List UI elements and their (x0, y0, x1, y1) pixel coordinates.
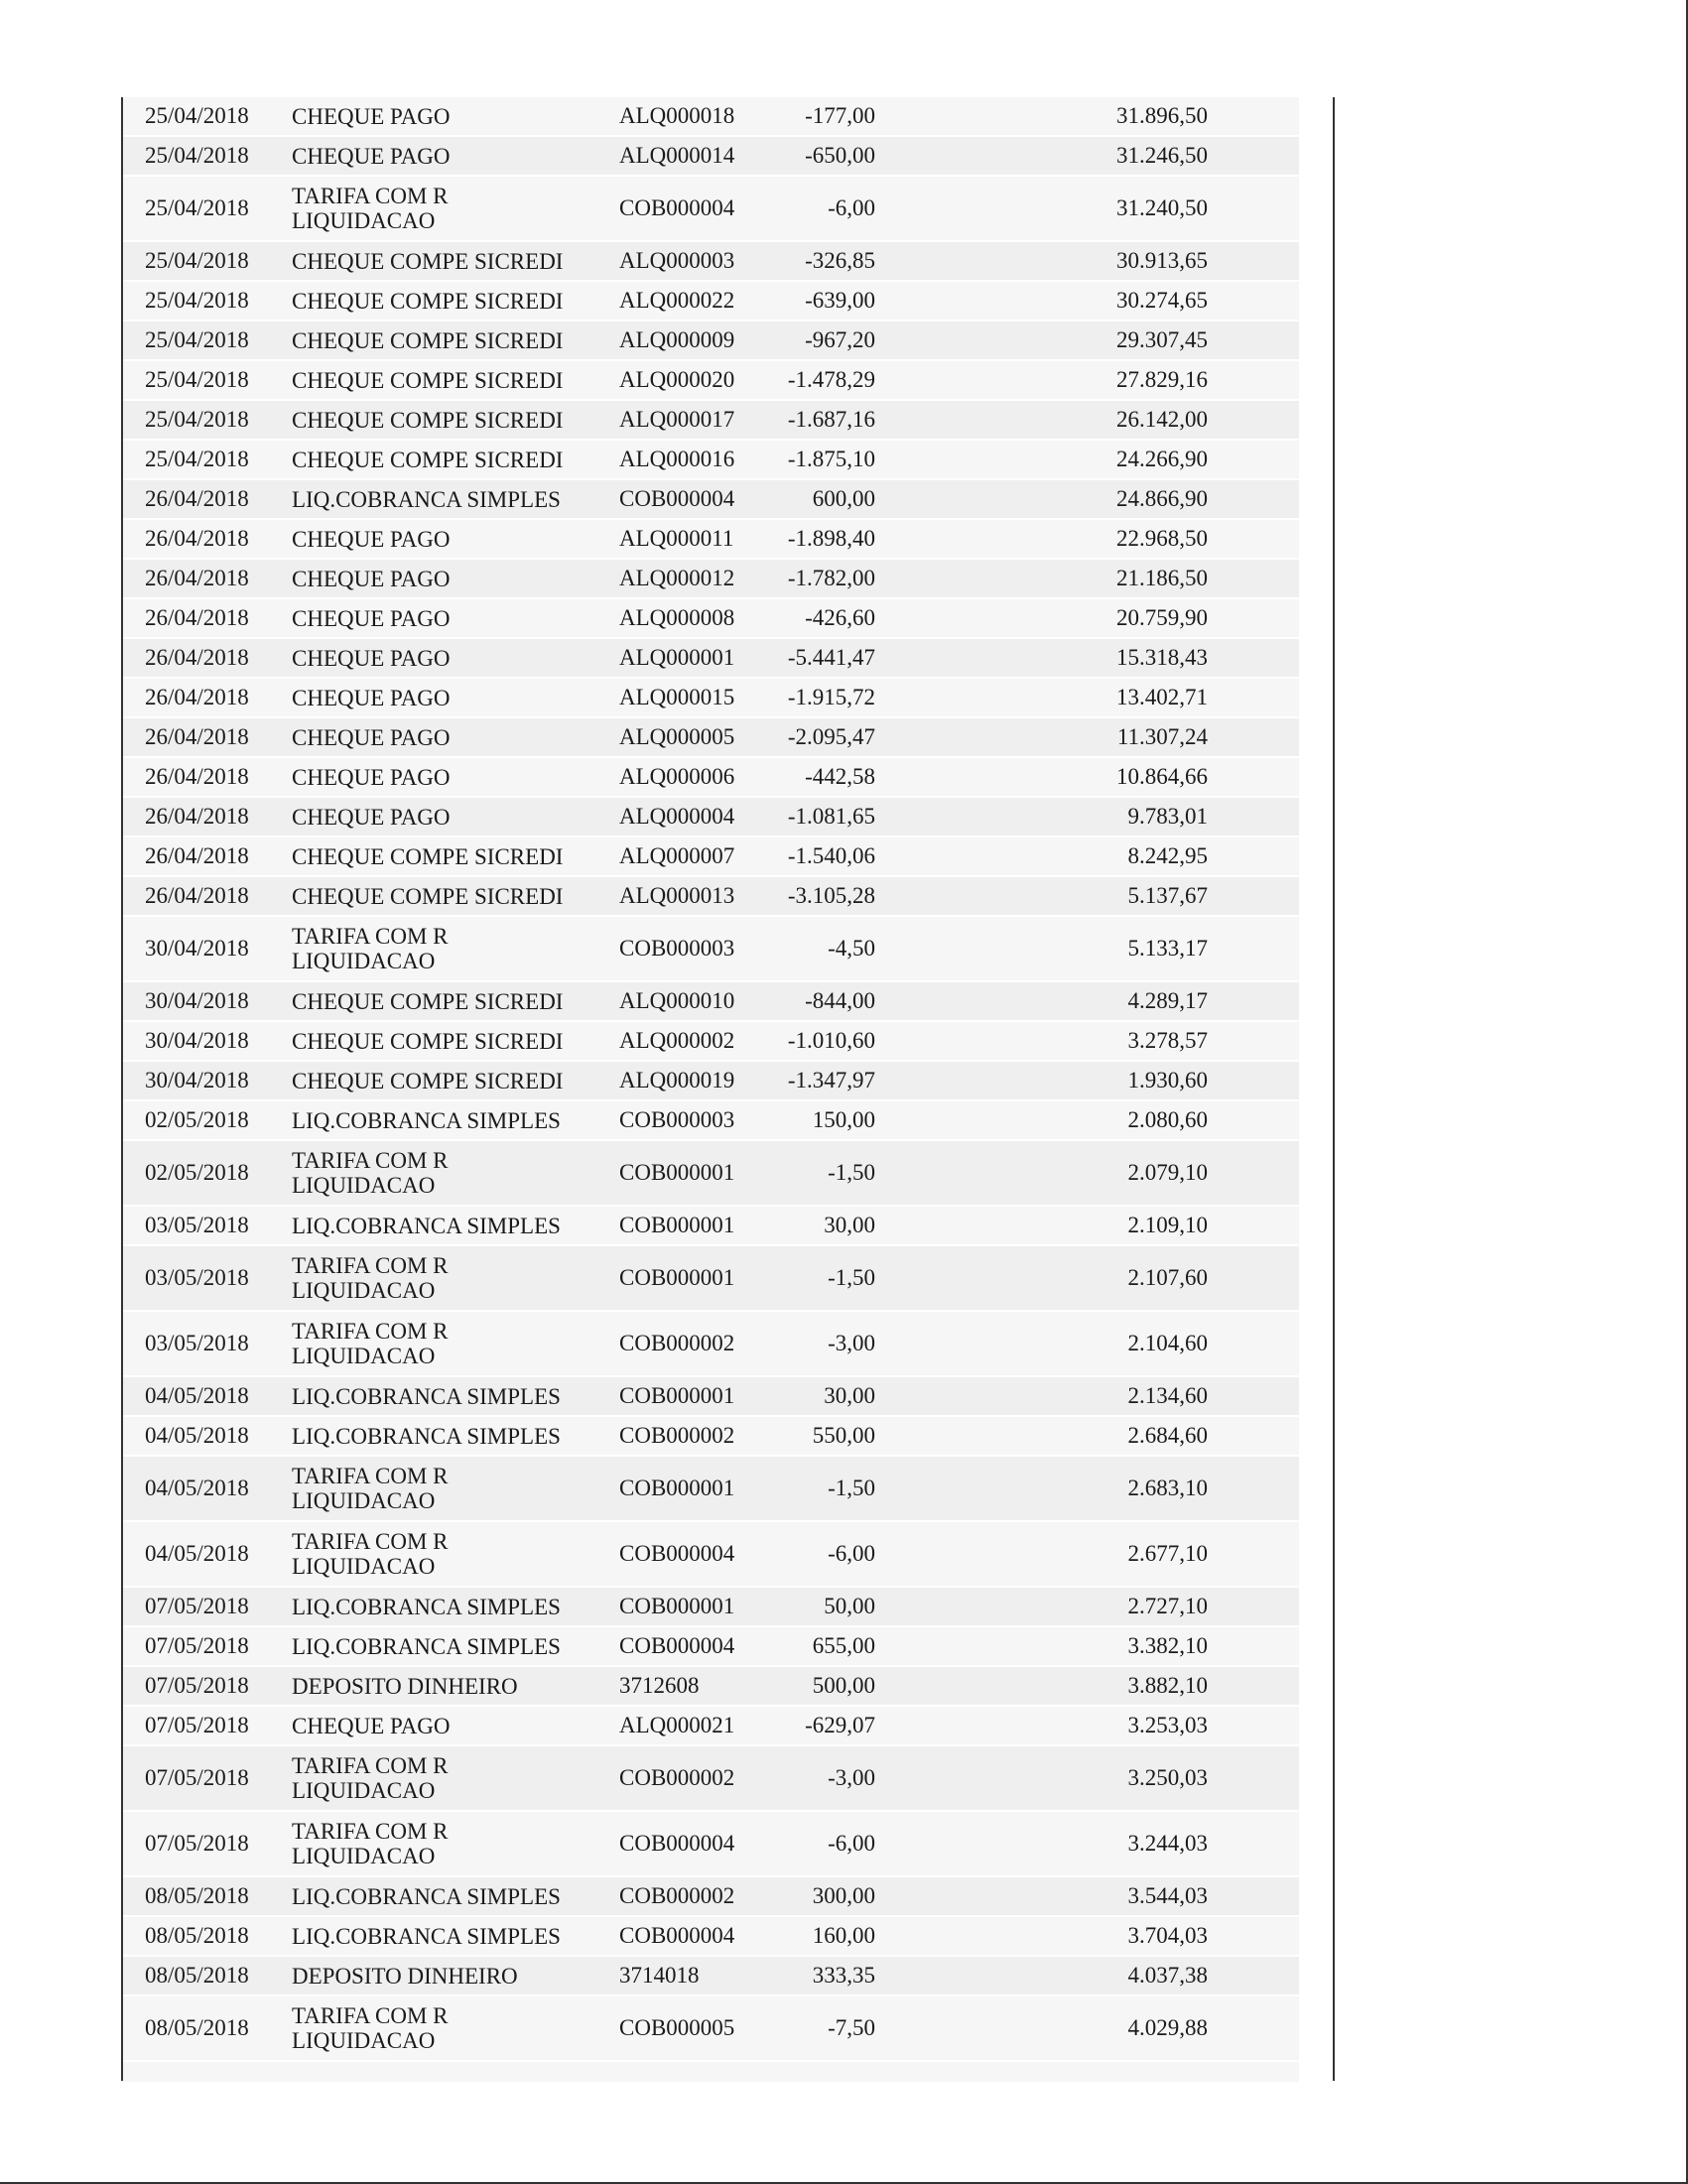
cell-document: COB000005 (595, 1995, 758, 2061)
cell-document: COB000002 (595, 1416, 758, 1456)
cell-description: CHEQUE PAGO (270, 519, 595, 559)
cell-document: ALQ000017 (595, 400, 758, 440)
cell-amount: -4,50 (758, 916, 875, 981)
cell-amount: 150,00 (758, 1100, 875, 1140)
cell-date: 30/04/2018 (123, 1021, 270, 1061)
cell-amount: -7,50 (758, 1995, 875, 2061)
cell-date: 08/05/2018 (123, 1916, 270, 1956)
cell-date: 07/05/2018 (123, 1626, 270, 1666)
cell-document: COB000004 (595, 1626, 758, 1666)
cell-date: 26/04/2018 (123, 876, 270, 916)
cell-date: 07/05/2018 (123, 1811, 270, 1876)
table-row (123, 440, 1299, 479)
cell-amount: -6,00 (758, 176, 875, 241)
table-row (123, 1061, 1299, 1100)
cell-description: LIQ.COBRANCA SIMPLES (270, 1916, 595, 1956)
cell-document: ALQ000020 (595, 360, 758, 400)
table-row (123, 400, 1299, 440)
cell-balance: 2.079,10 (875, 1140, 1299, 1206)
table-row (123, 981, 1299, 1021)
cell-description: LIQ.COBRANCA SIMPLES (270, 1206, 595, 1245)
table-row (123, 598, 1299, 638)
cell-document: COB000004 (595, 1811, 758, 1876)
cell-balance: 31.246,50 (875, 136, 1299, 176)
cell-amount: -1.898,40 (758, 519, 875, 559)
table-row (123, 717, 1299, 757)
cell-amount: -1,50 (758, 1245, 875, 1311)
cell-description: DEPOSITO DINHEIRO (270, 1666, 595, 1706)
table-row (123, 1100, 1299, 1140)
cell-amount: -650,00 (758, 136, 875, 176)
cell-amount: 160,00 (758, 1916, 875, 1956)
cell-amount: -1.540,06 (758, 836, 875, 876)
cell-amount: -1.478,29 (758, 360, 875, 400)
cell-date: 03/05/2018 (123, 1311, 270, 1376)
cell-description: TARIFA COM R LIQUIDACAO (270, 1245, 595, 1311)
cell-document: COB000004 (595, 176, 758, 241)
cell-date: 07/05/2018 (123, 1745, 270, 1811)
cell-date: 26/04/2018 (123, 717, 270, 757)
cell-description: CHEQUE COMPE SICREDI (270, 321, 595, 360)
cell-balance: 3.278,57 (875, 1021, 1299, 1061)
cell-description: CHEQUE PAGO (270, 717, 595, 757)
cell-date: 25/04/2018 (123, 400, 270, 440)
table-row (123, 1666, 1299, 1706)
table-row (123, 1956, 1299, 1995)
cell-balance: 3.704,03 (875, 1916, 1299, 1956)
cell-date: 07/05/2018 (123, 1666, 270, 1706)
cell-balance: 24.866,90 (875, 479, 1299, 519)
cell-balance: 8.242,95 (875, 836, 1299, 876)
cell-description: CHEQUE PAGO (270, 757, 595, 797)
cell-document: ALQ000006 (595, 757, 758, 797)
cell-date: 03/05/2018 (123, 1245, 270, 1311)
cell-document: 3712608 (595, 1666, 758, 1706)
cell-date: 25/04/2018 (123, 360, 270, 400)
cell-document: ALQ000010 (595, 981, 758, 1021)
cell-document: ALQ000009 (595, 321, 758, 360)
table-row (123, 559, 1299, 598)
cell-description: TARIFA COM R LIQUIDACAO (270, 1456, 595, 1521)
cell-document: ALQ000003 (595, 241, 758, 281)
cell-balance: 29.307,45 (875, 321, 1299, 360)
cell-description: CHEQUE PAGO (270, 1706, 595, 1745)
cell-description: TARIFA COM R LIQUIDACAO (270, 1521, 595, 1587)
table-row (123, 1456, 1299, 1521)
cell-amount: -1.915,72 (758, 678, 875, 717)
cell-amount: -3,00 (758, 1311, 875, 1376)
cell-date: 08/05/2018 (123, 1956, 270, 1995)
cell-document: ALQ000004 (595, 797, 758, 836)
cell-document: ALQ000011 (595, 519, 758, 559)
cell-balance: 15.318,43 (875, 638, 1299, 678)
cell-date: 25/04/2018 (123, 97, 270, 136)
table-row (123, 1206, 1299, 1245)
table-row (123, 479, 1299, 519)
cell-document: COB000004 (595, 479, 758, 519)
cell-balance: 2.104,60 (875, 1311, 1299, 1376)
cell-document: ALQ000015 (595, 678, 758, 717)
cell-description: LIQ.COBRANCA SIMPLES (270, 1587, 595, 1626)
cell-description: TARIFA COM R LIQUIDACAO (270, 1811, 595, 1876)
table-row (123, 1140, 1299, 1206)
cell-amount: -1.875,10 (758, 440, 875, 479)
cell-description: LIQ.COBRANCA SIMPLES (270, 1876, 595, 1916)
cell-amount: -426,60 (758, 598, 875, 638)
cell-amount: -177,00 (758, 97, 875, 136)
cell-amount: 50,00 (758, 1587, 875, 1626)
table-row (123, 1706, 1299, 1745)
cell-description: TARIFA COM R LIQUIDACAO (270, 916, 595, 981)
cell-balance: 11.307,24 (875, 717, 1299, 757)
cell-balance: 1.930,60 (875, 1061, 1299, 1100)
cell-description: LIQ.COBRANCA SIMPLES (270, 1626, 595, 1666)
table-bottom-padding (123, 2062, 1299, 2082)
table-row (123, 1626, 1299, 1666)
cell-document: COB000002 (595, 1745, 758, 1811)
cell-balance: 4.289,17 (875, 981, 1299, 1021)
cell-date: 26/04/2018 (123, 479, 270, 519)
cell-description: CHEQUE COMPE SICREDI (270, 281, 595, 321)
cell-amount: -2.095,47 (758, 717, 875, 757)
cell-balance: 24.266,90 (875, 440, 1299, 479)
cell-date: 25/04/2018 (123, 321, 270, 360)
cell-balance: 4.029,88 (875, 1995, 1299, 2061)
cell-date: 26/04/2018 (123, 519, 270, 559)
cell-amount: 30,00 (758, 1206, 875, 1245)
table-row (123, 241, 1299, 281)
cell-balance: 4.037,38 (875, 1956, 1299, 1995)
cell-description: CHEQUE PAGO (270, 97, 595, 136)
cell-balance: 26.142,00 (875, 400, 1299, 440)
cell-document: COB000001 (595, 1456, 758, 1521)
cell-document: COB000001 (595, 1245, 758, 1311)
cell-date: 26/04/2018 (123, 678, 270, 717)
cell-date: 07/05/2018 (123, 1587, 270, 1626)
cell-description: CHEQUE PAGO (270, 638, 595, 678)
cell-document: ALQ000013 (595, 876, 758, 916)
cell-amount: -3,00 (758, 1745, 875, 1811)
table-row (123, 281, 1299, 321)
cell-balance: 5.133,17 (875, 916, 1299, 981)
table-row (123, 797, 1299, 836)
cell-amount: 300,00 (758, 1876, 875, 1916)
cell-amount: 333,35 (758, 1956, 875, 1995)
cell-balance: 3.250,03 (875, 1745, 1299, 1811)
cell-date: 26/04/2018 (123, 797, 270, 836)
table-row (123, 1021, 1299, 1061)
cell-description: LIQ.COBRANCA SIMPLES (270, 1416, 595, 1456)
table-row (123, 1811, 1299, 1876)
table-row (123, 1416, 1299, 1456)
transactions-body (123, 97, 1299, 2061)
cell-balance: 31.240,50 (875, 176, 1299, 241)
cell-amount: -1,50 (758, 1456, 875, 1521)
cell-document: ALQ000022 (595, 281, 758, 321)
table-row (123, 836, 1299, 876)
table-row (123, 360, 1299, 400)
table-row (123, 519, 1299, 559)
table-row (123, 1745, 1299, 1811)
cell-date: 25/04/2018 (123, 241, 270, 281)
cell-balance: 3.382,10 (875, 1626, 1299, 1666)
table-row (123, 1916, 1299, 1956)
cell-date: 30/04/2018 (123, 1061, 270, 1100)
cell-description: LIQ.COBRANCA SIMPLES (270, 1376, 595, 1416)
cell-balance: 2.677,10 (875, 1521, 1299, 1587)
cell-balance: 3.253,03 (875, 1706, 1299, 1745)
table-row (123, 1245, 1299, 1311)
cell-amount: -1.687,16 (758, 400, 875, 440)
cell-description: TARIFA COM R LIQUIDACAO (270, 1995, 595, 2061)
cell-balance: 9.783,01 (875, 797, 1299, 836)
table-row (123, 916, 1299, 981)
cell-date: 02/05/2018 (123, 1140, 270, 1206)
cell-document: COB000001 (595, 1140, 758, 1206)
cell-amount: -967,20 (758, 321, 875, 360)
cell-description: LIQ.COBRANCA SIMPLES (270, 479, 595, 519)
statement-area (121, 97, 1335, 2081)
cell-balance: 2.684,60 (875, 1416, 1299, 1456)
cell-date: 03/05/2018 (123, 1206, 270, 1245)
cell-document: ALQ000014 (595, 136, 758, 176)
cell-balance: 30.274,65 (875, 281, 1299, 321)
cell-amount: -1.782,00 (758, 559, 875, 598)
cell-amount: 30,00 (758, 1376, 875, 1416)
table-row (123, 678, 1299, 717)
cell-description: DEPOSITO DINHEIRO (270, 1956, 595, 1995)
cell-description: CHEQUE PAGO (270, 136, 595, 176)
cell-document: COB000002 (595, 1876, 758, 1916)
cell-amount: -1.010,60 (758, 1021, 875, 1061)
table-row (123, 1995, 1299, 2061)
cell-amount: -5.441,47 (758, 638, 875, 678)
cell-date: 25/04/2018 (123, 440, 270, 479)
cell-description: CHEQUE PAGO (270, 797, 595, 836)
cell-description: CHEQUE COMPE SICREDI (270, 981, 595, 1021)
cell-description: CHEQUE COMPE SICREDI (270, 400, 595, 440)
cell-amount: -1.081,65 (758, 797, 875, 836)
cell-document: ALQ000005 (595, 717, 758, 757)
cell-balance: 3.244,03 (875, 1811, 1299, 1876)
cell-amount: -639,00 (758, 281, 875, 321)
cell-amount: 550,00 (758, 1416, 875, 1456)
cell-document: ALQ000002 (595, 1021, 758, 1061)
cell-amount: 655,00 (758, 1626, 875, 1666)
table-row (123, 136, 1299, 176)
table-row (123, 1376, 1299, 1416)
cell-description: CHEQUE COMPE SICREDI (270, 360, 595, 400)
cell-amount: 500,00 (758, 1666, 875, 1706)
cell-balance: 2.109,10 (875, 1206, 1299, 1245)
cell-amount: -1.347,97 (758, 1061, 875, 1100)
cell-document: ALQ000018 (595, 97, 758, 136)
cell-document: ALQ000008 (595, 598, 758, 638)
cell-balance: 27.829,16 (875, 360, 1299, 400)
cell-document: COB000003 (595, 1100, 758, 1140)
cell-date: 07/05/2018 (123, 1706, 270, 1745)
cell-amount: -3.105,28 (758, 876, 875, 916)
cell-amount: 600,00 (758, 479, 875, 519)
table-row (123, 97, 1299, 136)
cell-document: ALQ000012 (595, 559, 758, 598)
cell-amount: -629,07 (758, 1706, 875, 1745)
cell-balance: 2.080,60 (875, 1100, 1299, 1140)
cell-description: CHEQUE COMPE SICREDI (270, 836, 595, 876)
table-row (123, 1311, 1299, 1376)
cell-balance: 2.107,60 (875, 1245, 1299, 1311)
cell-amount: -326,85 (758, 241, 875, 281)
cell-date: 04/05/2018 (123, 1456, 270, 1521)
cell-description: CHEQUE COMPE SICREDI (270, 1021, 595, 1061)
cell-date: 30/04/2018 (123, 916, 270, 981)
cell-balance: 22.968,50 (875, 519, 1299, 559)
cell-description: TARIFA COM R LIQUIDACAO (270, 1140, 595, 1206)
table-row (123, 1587, 1299, 1626)
cell-description: LIQ.COBRANCA SIMPLES (270, 1100, 595, 1140)
cell-document: ALQ000019 (595, 1061, 758, 1100)
cell-date: 26/04/2018 (123, 757, 270, 797)
cell-document: ALQ000007 (595, 836, 758, 876)
cell-balance: 2.683,10 (875, 1456, 1299, 1521)
cell-document: ALQ000021 (595, 1706, 758, 1745)
table-row (123, 757, 1299, 797)
cell-date: 25/04/2018 (123, 136, 270, 176)
cell-description: CHEQUE COMPE SICREDI (270, 1061, 595, 1100)
cell-date: 08/05/2018 (123, 1876, 270, 1916)
cell-balance: 2.727,10 (875, 1587, 1299, 1626)
cell-date: 26/04/2018 (123, 559, 270, 598)
cell-balance: 2.134,60 (875, 1376, 1299, 1416)
cell-date: 25/04/2018 (123, 281, 270, 321)
cell-document: COB000003 (595, 916, 758, 981)
cell-balance: 31.896,50 (875, 97, 1299, 136)
cell-amount: -1,50 (758, 1140, 875, 1206)
cell-date: 04/05/2018 (123, 1416, 270, 1456)
cell-balance: 5.137,67 (875, 876, 1299, 916)
cell-date: 08/05/2018 (123, 1995, 270, 2061)
cell-balance: 20.759,90 (875, 598, 1299, 638)
cell-amount: -6,00 (758, 1521, 875, 1587)
cell-balance: 13.402,71 (875, 678, 1299, 717)
cell-document: COB000002 (595, 1311, 758, 1376)
cell-document: COB000004 (595, 1916, 758, 1956)
cell-balance: 30.913,65 (875, 241, 1299, 281)
cell-amount: -844,00 (758, 981, 875, 1021)
cell-document: COB000001 (595, 1587, 758, 1626)
table-row (123, 1521, 1299, 1587)
table-row (123, 321, 1299, 360)
cell-description: CHEQUE PAGO (270, 678, 595, 717)
cell-document: ALQ000016 (595, 440, 758, 479)
cell-document: 3714018 (595, 1956, 758, 1995)
cell-description: TARIFA COM R LIQUIDACAO (270, 1311, 595, 1376)
cell-date: 25/04/2018 (123, 176, 270, 241)
cell-document: ALQ000001 (595, 638, 758, 678)
table-row (123, 176, 1299, 241)
cell-description: CHEQUE COMPE SICREDI (270, 440, 595, 479)
cell-description: CHEQUE PAGO (270, 559, 595, 598)
cell-balance: 3.544,03 (875, 1876, 1299, 1916)
cell-date: 26/04/2018 (123, 836, 270, 876)
cell-date: 02/05/2018 (123, 1100, 270, 1140)
table-row (123, 638, 1299, 678)
cell-date: 04/05/2018 (123, 1376, 270, 1416)
cell-description: TARIFA COM R LIQUIDACAO (270, 1745, 595, 1811)
cell-date: 26/04/2018 (123, 598, 270, 638)
cell-balance: 3.882,10 (875, 1666, 1299, 1706)
transactions-table (123, 97, 1299, 2062)
cell-date: 30/04/2018 (123, 981, 270, 1021)
cell-date: 26/04/2018 (123, 638, 270, 678)
cell-amount: -442,58 (758, 757, 875, 797)
cell-description: CHEQUE PAGO (270, 598, 595, 638)
cell-date: 04/05/2018 (123, 1521, 270, 1587)
cell-document: COB000001 (595, 1376, 758, 1416)
cell-description: CHEQUE COMPE SICREDI (270, 241, 595, 281)
cell-document: COB000004 (595, 1521, 758, 1587)
cell-amount: -6,00 (758, 1811, 875, 1876)
cell-description: TARIFA COM R LIQUIDACAO (270, 176, 595, 241)
table-row (123, 876, 1299, 916)
cell-document: COB000001 (595, 1206, 758, 1245)
cell-description: CHEQUE COMPE SICREDI (270, 876, 595, 916)
cell-balance: 10.864,66 (875, 757, 1299, 797)
cell-balance: 21.186,50 (875, 559, 1299, 598)
table-row (123, 1876, 1299, 1916)
